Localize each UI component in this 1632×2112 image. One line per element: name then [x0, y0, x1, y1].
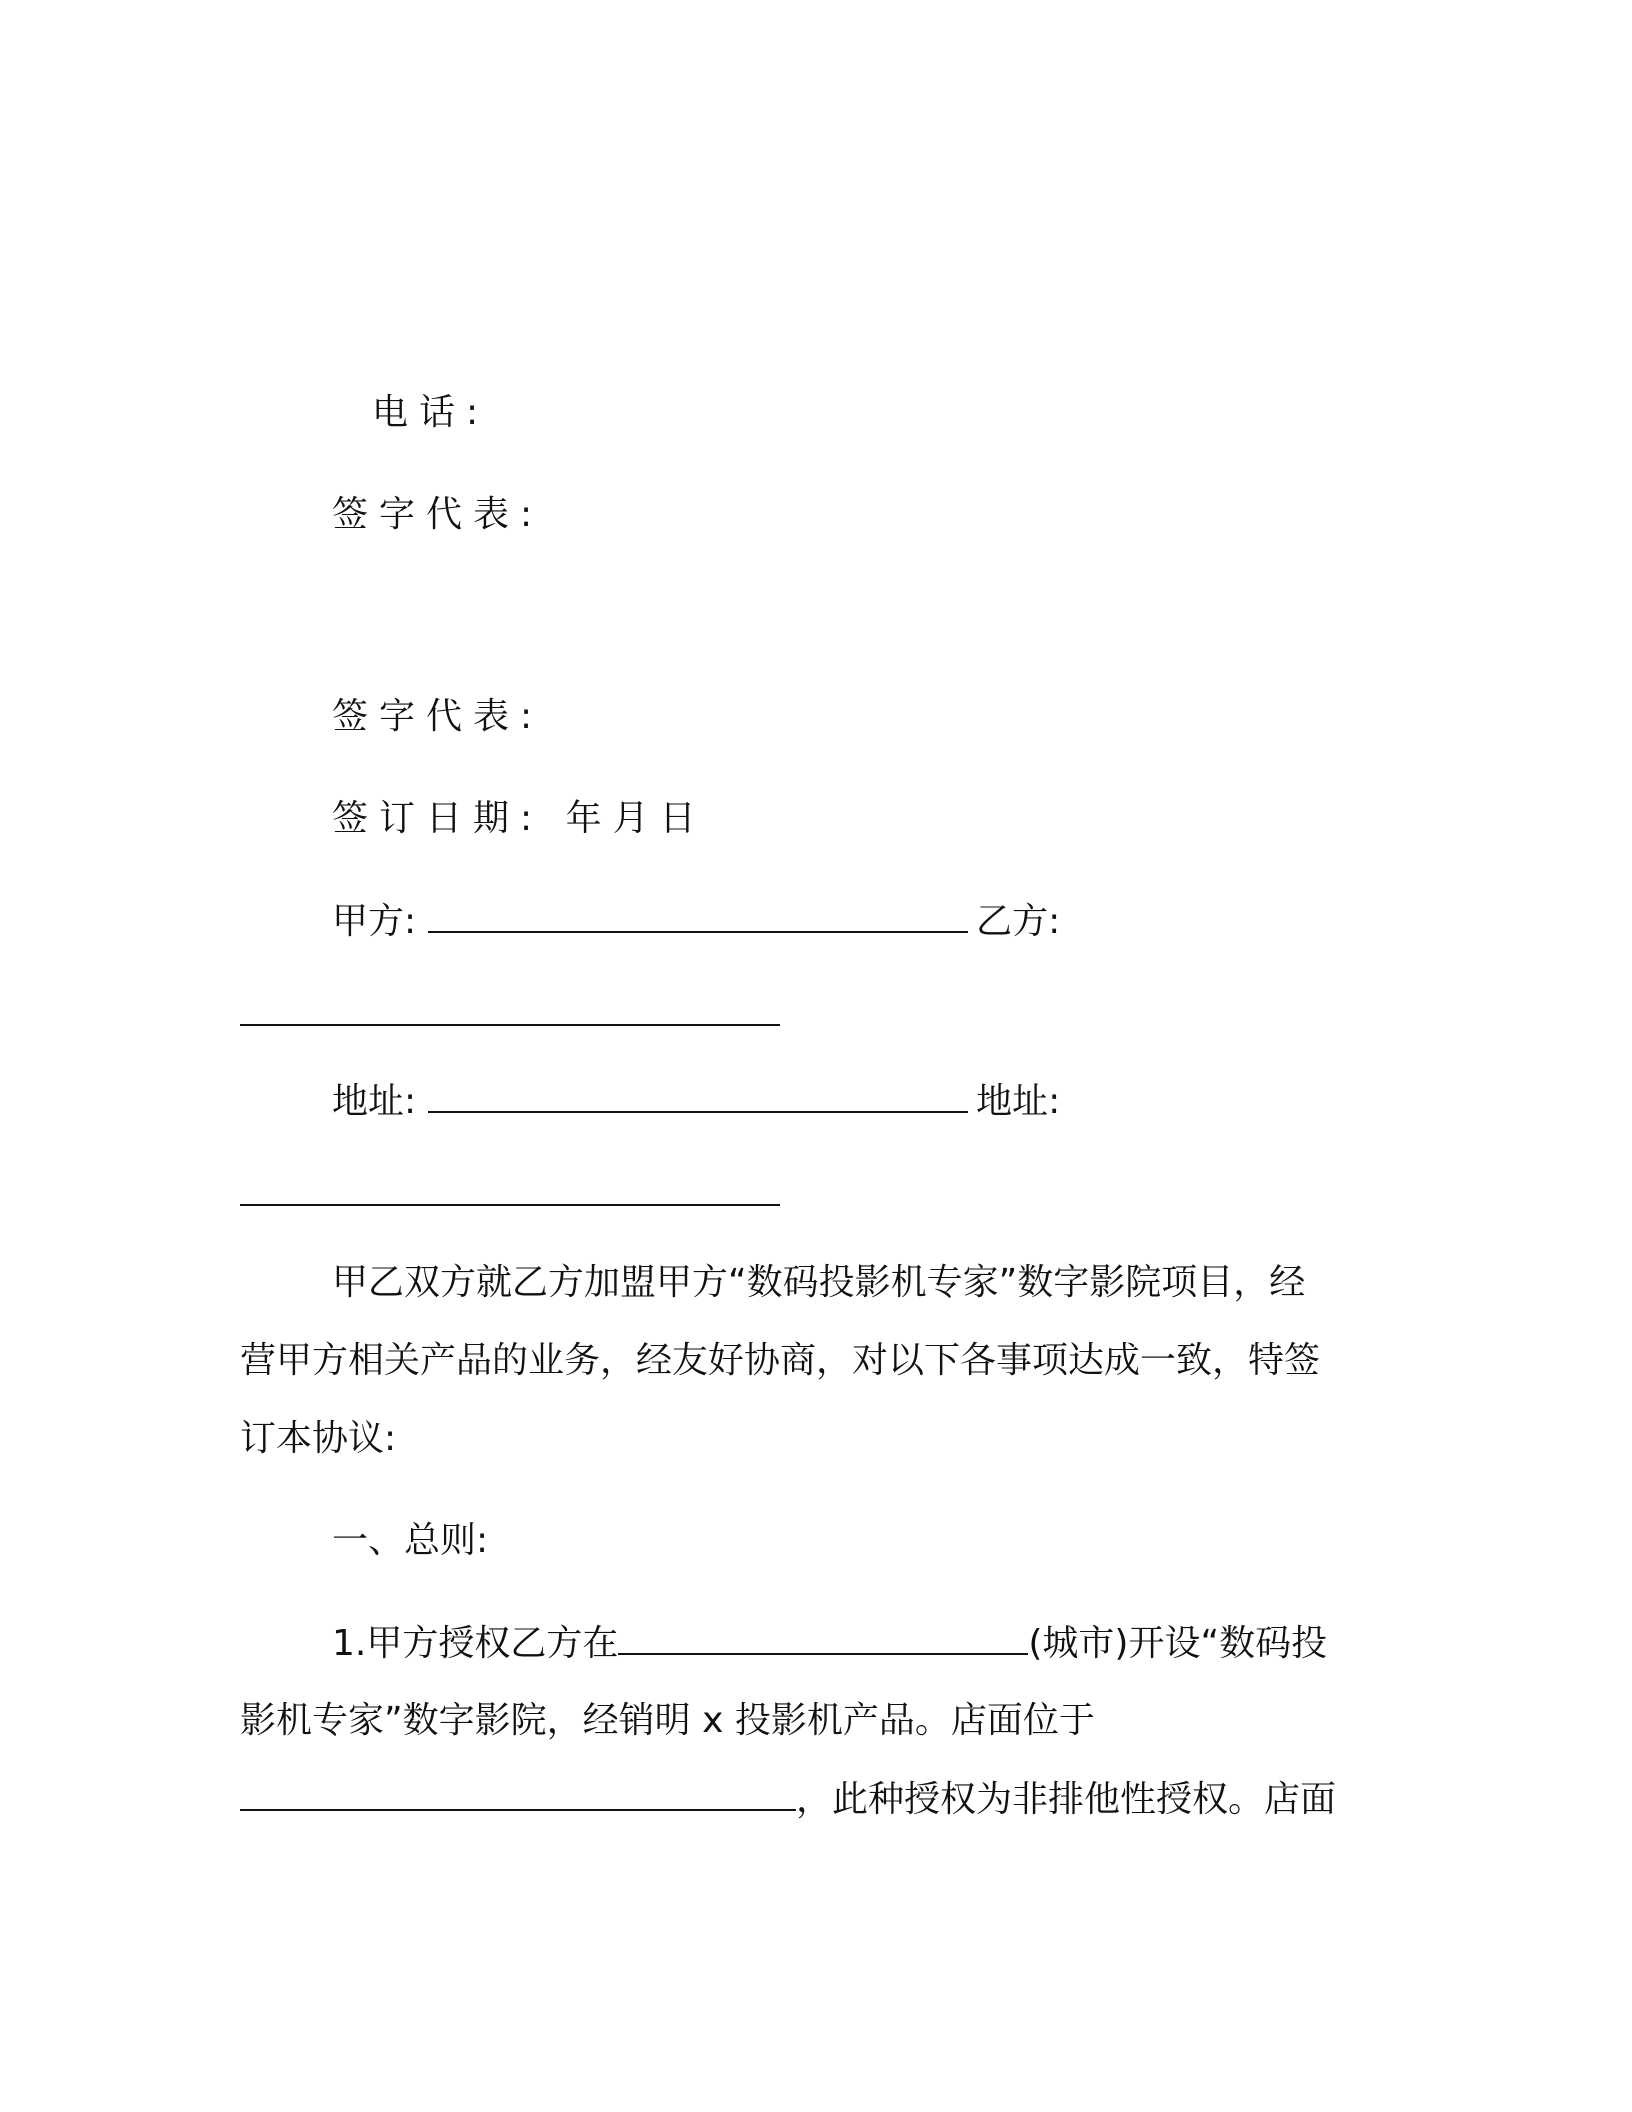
address-b-blank-row — [240, 1170, 780, 1219]
address-a-blank — [428, 1077, 968, 1113]
party-b-blank — [240, 990, 780, 1026]
address-b-label: 地址: — [976, 1081, 1061, 1122]
city-blank — [618, 1619, 1028, 1655]
address-b-blank — [240, 1170, 780, 1206]
party-row — [332, 897, 1060, 946]
party-b-label: 乙方: — [976, 901, 1061, 942]
address-row — [332, 1077, 1060, 1126]
sign-date-row — [332, 795, 707, 843]
store-location-blank — [240, 1775, 796, 1811]
clause-1-prefix: 1.甲方授权乙方在 — [332, 1623, 619, 1664]
clause-1-line-3-suffix: ，此种授权为非排他性授权。店面 — [796, 1779, 1337, 1820]
party-a-label: 甲方: — [332, 901, 417, 942]
party-a-blank — [428, 897, 968, 933]
signer-label-1: 签字代表: — [332, 494, 544, 535]
clause-1-line-2: 影机专家”数字影院，经销明 x 投影机产品。店面位于 — [240, 1700, 1095, 1741]
sign-date-value: 年月日 — [565, 798, 707, 839]
phone-label: 电话: — [372, 392, 490, 433]
clause-1-line-1 — [332, 1619, 1327, 1668]
sign-date-label: 签订日期: — [332, 798, 544, 839]
section-1-heading: 一、总则: — [332, 1520, 489, 1561]
clause-1-line-3 — [240, 1775, 1336, 1824]
intro-line-2: 营甲方相关产品的业务，经友好协商，对以下各事项达成一致，特签 — [240, 1340, 1321, 1381]
signer-label-2: 签字代表: — [332, 696, 544, 737]
party-b-blank-row — [240, 990, 780, 1039]
intro-line-1: 甲乙双方就乙方加盟甲方“数码投影机专家”数字影院项目，经 — [332, 1262, 1306, 1303]
clause-1-city-suffix: (城市)开设“数码投 — [1028, 1623, 1328, 1664]
intro-line-3: 订本协议: — [240, 1418, 397, 1459]
address-a-label: 地址: — [332, 1081, 417, 1122]
